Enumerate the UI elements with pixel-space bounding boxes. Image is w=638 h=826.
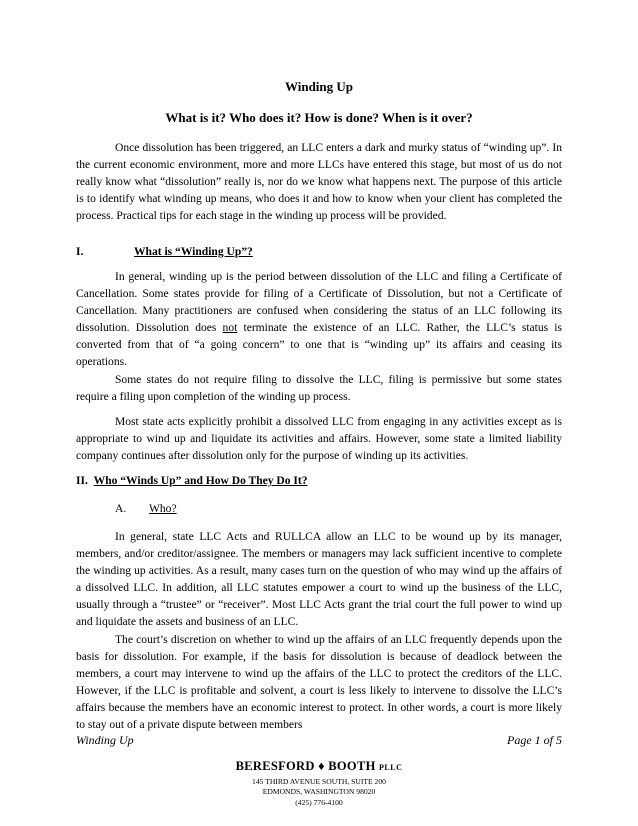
document-subtitle: What is it? Who does it? How is done? When is it over? [165, 110, 473, 125]
firm-name: BERESFORD ♦ BOOTH PLLC [235, 759, 403, 773]
section-2-body-1 [76, 529, 562, 631]
footer-doc-title: Winding Up [76, 733, 134, 747]
section-1-paragraph-1: In general, winding up is the period between dissolution of the LLC and filing a Certificate of Cancellation. Some states provide for filing of a Certificate of Dissolution, but not a Certificate of Cancellation. Many practitioners are confused when considering the status of an LLC following its dissolution. Dissolution does not terminate the existence of an LLC. Rather, the LLC’s status is converted from that of “a going concern” to one that is “winding up” its affairs and ceasing its operations. [76, 271, 563, 368]
section-1-paragraph-2: Some states do not require filing to dissolve the LLC, filing is permissive but some states require a filing upon completion of the winding up process. [76, 374, 562, 403]
section-1-body [76, 269, 562, 371]
firm-address-line-1: 145 THIRD AVENUE SOUTH, SUITE 200 [252, 777, 386, 786]
section-2-paragraph-1: In general, state LLC Acts and RULLCA allow an LLC to be wound up by its manager, members, and/or creditor/assignee. The members or managers may lack sufficient incentive to complete the winding up activities. As a result, many cases turn on the question of who may wind up the affairs of a dissolved LLC. In addition, all LLC statutes empower a court to wind up the business of the LLC, usually through a “trustee” or “receiver”. Most LLC Acts grant the trial court the full power to wind up and liquidate the assets and business of an LLC. [76, 531, 562, 628]
emphasis-not: not [222, 322, 238, 334]
section-2-paragraph-2: The court’s discretion on whether to wind up the affairs of an LLC frequently depends upon the basis for dissolution. For example, if the basis for dissolution is because of deadlock between the members, a court may intervene to wind up the affairs of the LLC to protect the creditors of the LLC. However, if the LLC is profitable and solvent, a court is less likely to intervene to dissolve the LLC’s affairs because the members have an economic interest to protect. In other words, a court is more likely to stay out of a private dispute between members [76, 634, 562, 731]
section-2-number: II. [76, 475, 88, 487]
intro-block [76, 140, 562, 225]
subsection-a-title: Who? [149, 503, 177, 515]
document-title: Winding Up [284, 79, 354, 94]
subsection-a-number: A. [115, 503, 127, 515]
section-1-body-2 [76, 372, 562, 406]
footer-page-number: Page 1 of 5 [507, 733, 562, 747]
firm-suffix: PLLC [379, 763, 403, 772]
section-1-number: I. [76, 246, 84, 258]
section-2-heading [76, 475, 308, 487]
section-1-title: What is “Winding Up”? [134, 246, 253, 258]
intro-paragraph: Once dissolution has been triggered, an LLC enters a dark and murky status of “winding up”. In the current economic environment, more and more LLCs have entered this stage, but most of us do not really know what “dissolution” really is, nor do we know what happens next. The purpose of this article is to identify what winding up means, who does it and how to know when your client has completed the process. Practical tips for each stage in the winding up process will be provided. [76, 142, 562, 222]
section-1-body-3 [76, 414, 562, 465]
section-1-heading [76, 246, 253, 258]
firm-address-line-2: EDMONDS, WASHINGTON 98020 [262, 787, 376, 796]
subsection-a-heading [115, 503, 177, 515]
diamond-icon: ♦ [318, 759, 325, 773]
section-2-body-2 [76, 632, 562, 734]
firm-phone: (425) 776-4100 [295, 798, 343, 807]
section-2-title: Who “Winds Up” and How Do They Do It? [93, 475, 308, 487]
section-1-paragraph-3: Most state acts explicitly prohibit a dissolved LLC from engaging in any activities except as is appropriate to wind up and liquidate its activities and affairs. However, some state a limited liability company continues after dissolution only for the purpose of winding up its activities. [76, 416, 562, 462]
